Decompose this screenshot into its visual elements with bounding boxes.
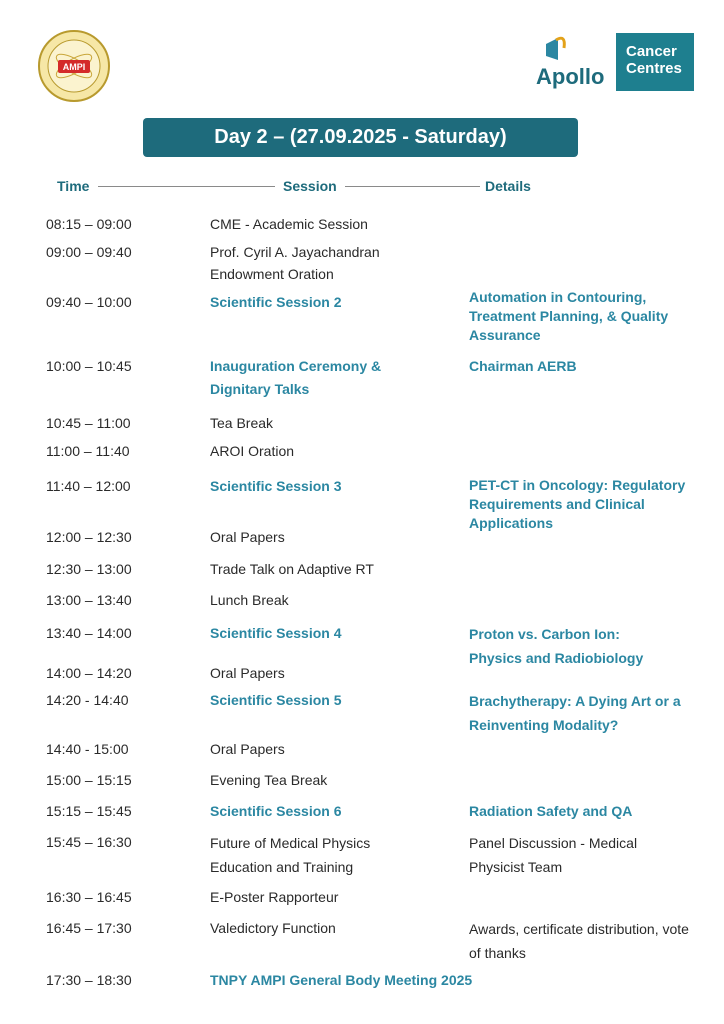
row-details: PET-CT in Oncology: Regulatory Requirements and Clinical Applications [469,477,686,531]
row-session: Oral Papers [210,529,285,545]
row-session: E-Poster Rapporteur [210,889,339,905]
row-session: Valedictory Function [210,920,336,936]
row-session: AROI Oration [210,443,295,459]
row-time: 16:45 – 17:30 [46,920,132,936]
row-session: Evening Tea Break [210,772,328,788]
ampi-logo-text: AMPI [62,62,86,72]
row-time: 13:40 – 14:00 [46,625,132,641]
ampi-logo [37,29,111,103]
row-time: 09:40 – 10:00 [46,294,132,310]
cancer-centres-logo [616,33,694,91]
row-session: Future of Medical Physics Education and Training [210,835,371,875]
row-time: 12:00 – 12:30 [46,529,132,545]
row-details: Radiation Safety and QA [469,803,633,819]
col-header-session: Session [283,178,337,194]
row-session: Inauguration Ceremony & Dignitary Talks [210,358,382,397]
row-time: 08:15 – 09:00 [46,216,132,232]
row-details: Awards, certificate distribution, vote of thanks [469,921,689,961]
row-session: Oral Papers [210,741,285,757]
row-session: Lunch Break [210,592,289,608]
row-session: CME - Academic Session [210,216,368,232]
row-session: Oral Papers [210,665,285,681]
col-header-details: Details [485,178,531,194]
row-time: 15:45 – 16:30 [46,834,132,850]
row-details: Brachytherapy: A Dying Art or a Reinventing Modality? [469,693,681,733]
cancer-logo-line2: Centres [626,60,682,77]
row-details: Panel Discussion - Medical Physicist Team [469,835,638,875]
row-session: Trade Talk on Adaptive RT [210,561,374,577]
col-header-time: Time [57,178,90,194]
row-session: Scientific Session 6 [210,803,342,819]
row-details: Proton vs. Carbon Ion: Physics and Radiobiology [469,626,644,666]
row-time: 09:00 – 09:40 [46,244,132,260]
row-time: 10:00 – 10:45 [46,358,132,374]
cancer-logo-line1: Cancer [626,43,677,60]
row-session: TNPY AMPI General Body Meeting 2025 [210,972,473,988]
row-time: 12:30 – 13:00 [46,561,132,577]
row-session: Scientific Session 4 [210,625,342,641]
row-time: 10:45 – 11:00 [46,415,131,431]
day-title-banner: Day 2 – (27.09.2025 - Saturday) [143,118,578,157]
apollo-logo [536,34,608,92]
row-time: 17:30 – 18:30 [46,972,132,988]
row-session: Scientific Session 2 [210,294,342,310]
row-time: 11:40 – 12:00 [46,478,131,494]
apollo-logo-text: Apollo [536,64,605,89]
row-time: 14:40 - 15:00 [46,741,129,757]
row-session: Scientific Session 5 [210,692,342,708]
row-time: 14:20 - 14:40 [46,692,129,708]
row-time: 15:00 – 15:15 [46,772,132,788]
row-session: Prof. Cyril A. Jayachandran Endowment Oration [210,244,380,282]
row-time: 11:00 – 11:40 [46,443,130,459]
row-details: Automation in Contouring, Treatment Planning, & Quality Assurance [469,289,669,343]
row-details: Chairman AERB [469,358,577,374]
header-divider-left [98,186,275,187]
row-time: 15:15 – 15:45 [46,803,132,819]
header-divider-right [345,186,480,187]
row-session: Tea Break [210,415,274,431]
row-session: Scientific Session 3 [210,478,342,494]
row-time: 14:00 – 14:20 [46,665,132,681]
row-time: 13:00 – 13:40 [46,592,132,608]
row-time: 16:30 – 16:45 [46,889,132,905]
